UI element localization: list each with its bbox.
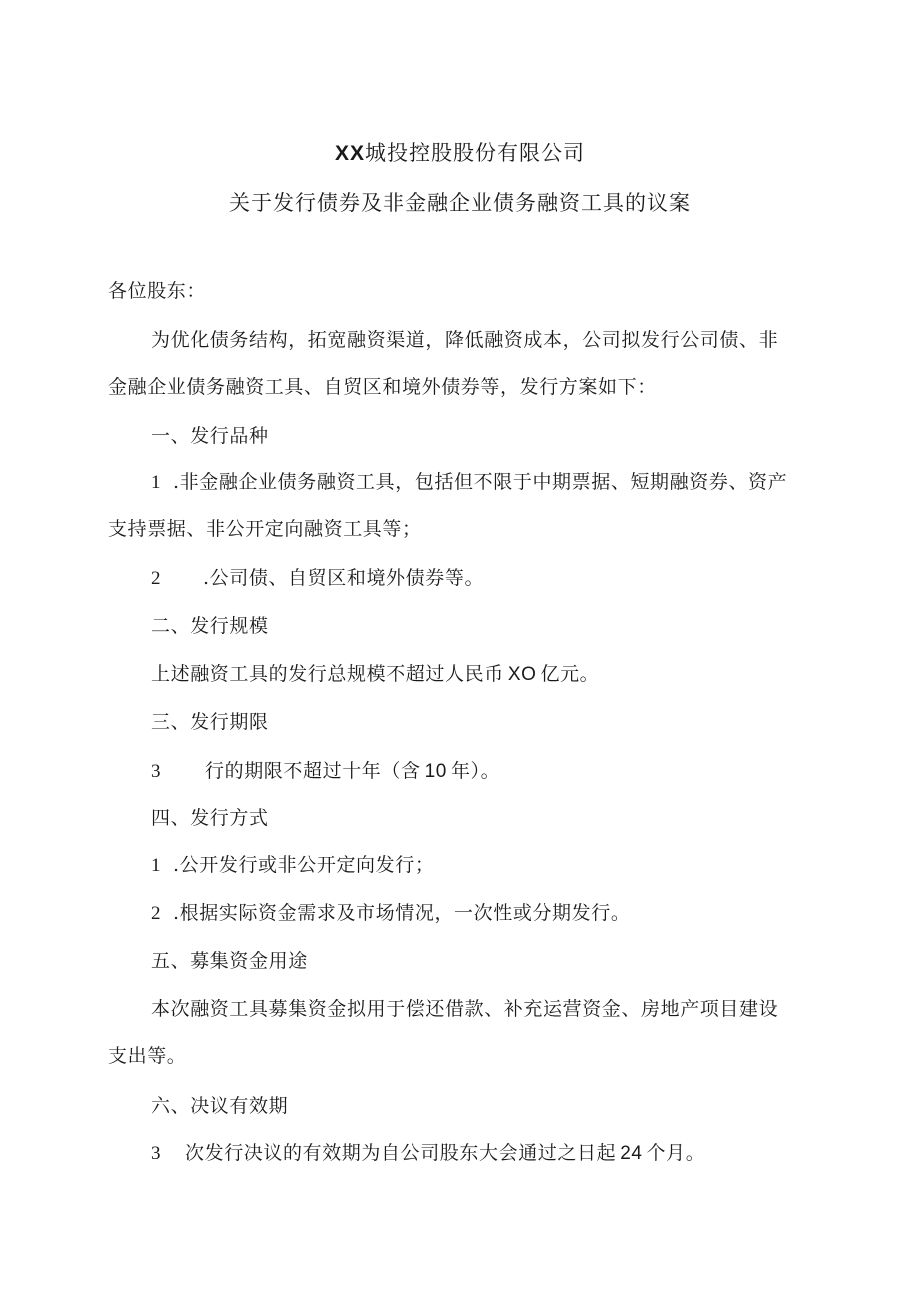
section-4-item-1 [151,853,434,878]
item-text: .非金融企业债务融资工具，包括但不限于中期票据、短期融资券、资产 [173,471,788,493]
section-1-item-1-line-1 [151,470,787,495]
intro-paragraph-line-1: 为优化债务结构，拓宽融资渠道，降低融资成本，公司拟发行公司债、非 [151,329,779,351]
item-number: 1 [151,855,162,876]
text-part-a: 上述融资工具的发行总规模不超过人民币 [151,663,504,685]
section-2-text [151,662,599,687]
section-5-line-1: 本次融资工具募集资金拟用于偿还借款、补充运营资金、房地产项目建设 [151,998,779,1020]
item-number: 3 [151,1143,162,1164]
text-part-a: 行的期限不超过十年（含 [205,760,421,782]
section-heading-6: 六、决议有效期 [151,1095,289,1117]
item-text: .公开发行或非公开定向发行； [173,854,435,876]
section-heading-1: 一、发行品种 [151,425,269,447]
item-number: 2 [151,568,162,589]
section-heading-2: 二、发行规模 [151,615,269,637]
text-part-b: 年）。 [450,760,501,782]
text-years: 10 [424,761,447,782]
text-months: 24 [620,1143,643,1164]
section-3-text [151,759,500,784]
text-part-a: 次发行决议的有效期为自公司股东大会通过之日起 [185,1142,617,1164]
salutation: 各位股东： [108,280,207,302]
section-heading-3: 三、发行期限 [151,711,269,733]
text-part-b: 个月。 [646,1142,706,1164]
item-number: 1 [151,472,162,493]
section-6-text [151,1141,705,1166]
text-amount: XO [507,664,537,685]
item-text: .根据实际资金需求及市场情况，一次性或分期发行。 [173,902,631,924]
section-heading-5: 五、募集资金用途 [151,950,308,972]
document-subtitle: 关于发行债券及非金融企业债务融资工具的议案 [229,191,691,215]
item-number: 3 [151,761,162,782]
section-1-item-2 [151,566,484,591]
document-title [0,137,920,167]
item-number: 2 [151,903,162,924]
item-text: .公司债、自贸区和境外债券等。 [203,567,485,589]
section-5-line-2: 支出等。 [108,1045,187,1067]
intro-paragraph-line-2: 金融企业债务融资工具、自贸区和境外债券等，发行方案如下： [108,376,657,398]
title-prefix: XX [334,142,365,165]
section-heading-4: 四、发行方式 [151,807,269,829]
section-1-item-1-line-2: 支持票据、非公开定向融资工具等； [108,518,422,540]
text-part-b: 亿元。 [540,663,600,685]
section-4-item-2 [151,901,630,926]
title-company-name: 城投控股股份有限公司 [365,141,585,165]
